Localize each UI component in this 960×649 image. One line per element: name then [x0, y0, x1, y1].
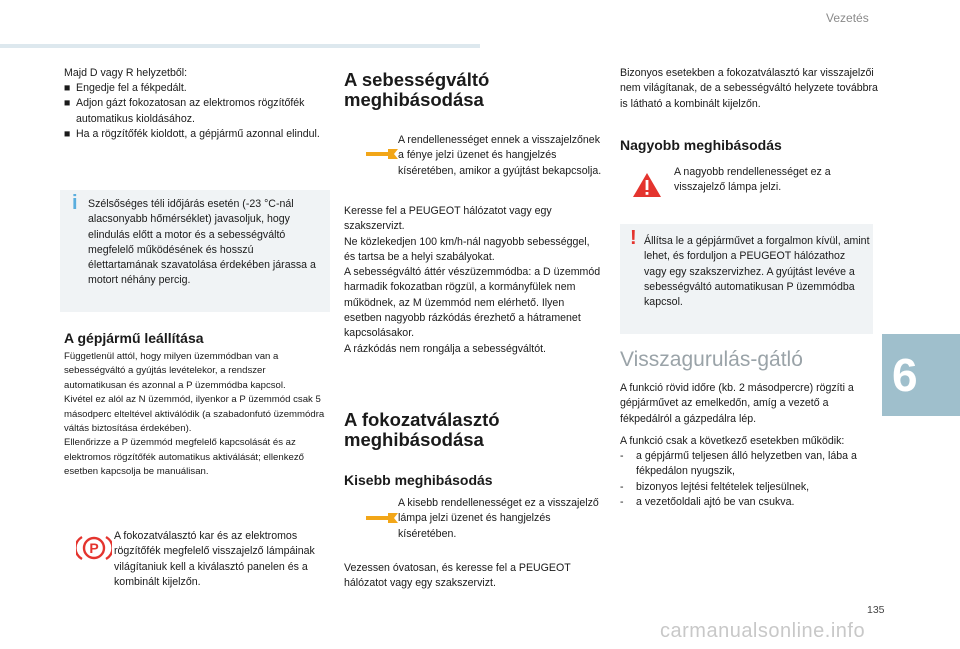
gearbox-fault-heading: A sebességváltó meghibásodása: [344, 69, 490, 110]
info-icon: i: [72, 192, 78, 214]
bullet-icon: ■: [64, 97, 71, 110]
major-fault-heading: Nagyobb meghibásodás: [620, 137, 782, 153]
list-item: ■ Ha a rögzítőfék kioldott, a gépjármű azonnal elindul.: [64, 127, 326, 142]
section-title: Vezetés: [826, 11, 869, 25]
gearbox-warning-text: A rendellenességet ennek a visszajelzőnek a fénye jelzi üzenet és hangjelzés kíséretében, amikor a gyújtást bekapcsolja.: [398, 134, 602, 177]
stop-vehicle-heading: A gépjármű leállítása: [64, 330, 204, 346]
hill-start-conditions-intro: A funkció csak a következő esetekben működik:: [620, 435, 845, 447]
svg-text:P: P: [89, 540, 99, 556]
minor-fault-warning-text: A kisebb rendellenességet ez a visszajelző lámpa jelzi üzenet és hangjelzés kíséretében.: [398, 497, 599, 540]
hill-start-conditions-list: [620, 449, 882, 510]
hill-start-heading: Visszagurulás-gátló: [620, 348, 803, 371]
selector-lights-text: Bizonyos esetekben a fokozatválasztó kar visszajelzői nem világítanak, de a sebességváltó helyzete továbbra is látható a kombinált kijelzőn.: [620, 67, 878, 110]
cold-weather-info-box: [60, 190, 330, 312]
info-text: Szélsőséges téli időjárás esetén (-23 °C-nál alacsonyabb hőmérséklet) javasoljuk, hogy elindulás előtt a motor és a sebességváltó megfelelő működésének és hosszú élettartamának szavatolása érdekében járassa a motort néhány percig.: [88, 198, 316, 287]
hill-start-description: A funkció rövid időre (kb. 2 másodpercre) rögzíti a gépjárművet az emelkedőn, amíg a vezető a fékpedálról a gázpedálra lép.: [620, 382, 854, 425]
intro-text: Majd D vagy R helyzetből:: [64, 67, 188, 79]
list-item: ■ Adjon gázt fokozatosan az elektromos rögzítőfék automatikus kioldásához.: [64, 96, 326, 127]
minor-fault-text: Vezessen óvatosan, és keresse fel a PEUGEOT hálózatot vagy egy szakszervizt.: [344, 562, 571, 590]
exclamation-icon: !: [630, 227, 637, 249]
stop-vehicle-text: Függetlenül attól, hogy milyen üzemmódban van a sebességváltó a gyújtás levételekor, a rendszer automatikusan és azonnal a P üzemmódba kapcsol. Kivétel ez alól az N üzemmód, ilyenkor a P üzemmód csak 5 másodperc elteltével aktiválódik (a szabadonfutó üzemmódra váltás biztosítása érdekében). Ellenőrizze a P üzemmód megfelelő kapcsolását és az elektromos rögzítőfék automatikus aktiválását; ellenkező esetben kapcsolja be manuálisan.: [64, 351, 325, 478]
list-item: - a vezetőoldali ajtó be van csukva.: [620, 495, 795, 508]
stop-vehicle-alert-box: [620, 224, 873, 334]
header-rule: [0, 44, 480, 48]
major-fault-warning-text: A nagyobb rendellenességet ez a visszajelző lámpa jelzi.: [674, 166, 831, 194]
start-steps-list: [64, 81, 326, 142]
selector-fault-heading: A fokozatválasztó meghibásodása: [344, 409, 500, 450]
list-item: ■ Engedje fel a fékpedált.: [64, 81, 326, 96]
wrench-icon: [364, 147, 400, 161]
alert-text: Állítsa le a gépjárművet a forgalmon kívül, amint lehet, és forduljon a PEUGEOT hálózathoz vagy egy szakszervizhez. A gyújtást levéve a sebességváltó automatikusan P üzemmódba kapcsol.: [644, 235, 870, 309]
list-item: - a gépjármű teljesen álló helyzetben van, lába a fékpedálon nyugszik,: [620, 450, 857, 478]
wrench-icon: [364, 511, 400, 525]
watermark: carmanualsonline.info: [660, 620, 866, 642]
gearbox-fault-text: Keresse fel a PEUGEOT hálózatot vagy egy szakszervizt. Ne közlekedjen 100 km/h-nál nagyobb sebességgel, és tartsa be a helyi szabályokat. A sebességváltó áttér vészüzemmódba: a D üzemmód harmadik fokozatban rögzül, a kormányfülek nem működnek, az M üzemmód nem elérhető. Ilyen esetben nagyobb rázkódás érezhető a hátramenet kapcsolásakor. A rázkódás nem rongálja a sebességváltót.: [344, 205, 601, 355]
parking-brake-icon: [76, 533, 112, 563]
parking-brake-text: A fokozatválasztó kar és az elektromos rögzítőfék megfelelő visszajelző lámpáinak világítaniuk kell a kiválasztó panelen és a kombinált kijelzőn.: [114, 530, 315, 588]
chapter-tab: 6: [882, 334, 960, 416]
list-item: - bizonyos lejtési feltételek teljesülnek,: [620, 480, 810, 493]
bullet-icon: ■: [64, 127, 71, 140]
warning-triangle-icon: [632, 172, 662, 198]
bullet-icon: ■: [64, 82, 71, 94]
minor-fault-heading: Kisebb meghibásodás: [344, 472, 493, 488]
page-number: 135: [867, 604, 885, 616]
